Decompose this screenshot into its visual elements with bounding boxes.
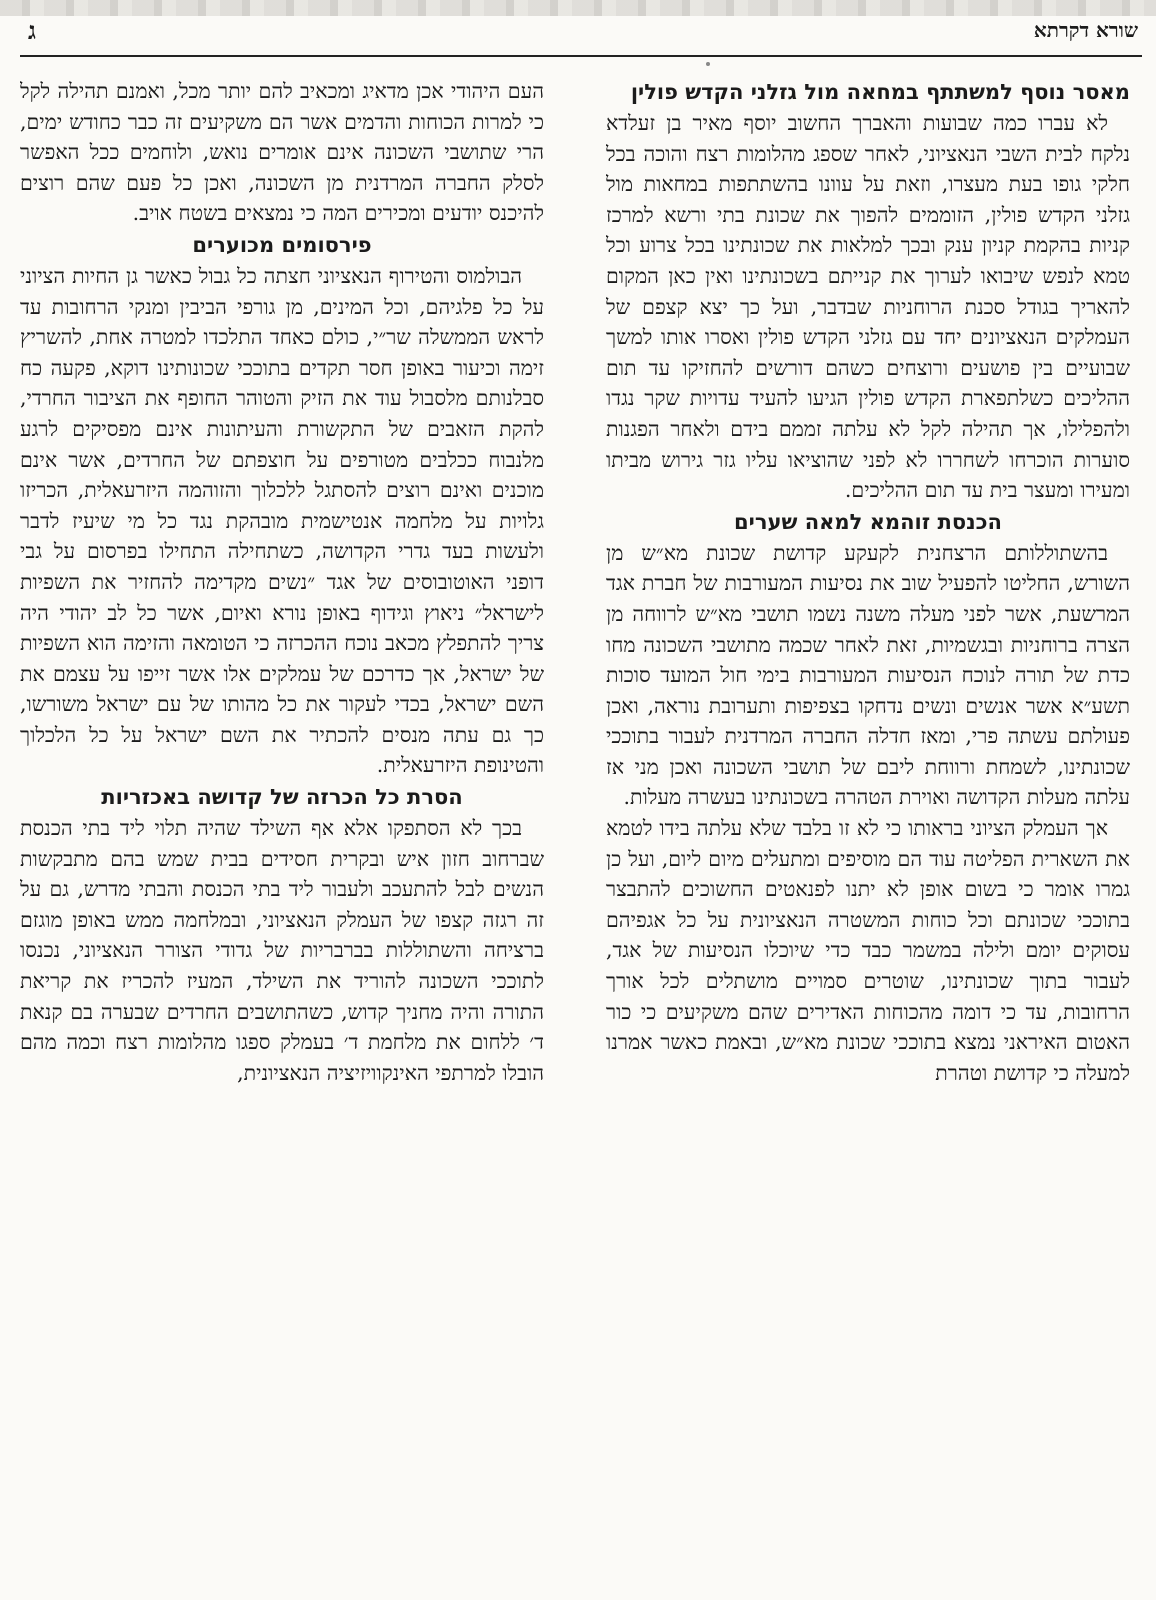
paragraph: אך העמלק הציוני בראותו כי לא זו בלבד שלא עלתה בידו לטמא את השארית הפליטה עוד הם מוסיפים ומתעלים מיום ליום, ועל כן גמרו אומר כי בשום אופן לא יתנו לפנאטים החשוכים להתבצר בתוככי שכונתם וכל כוחות המשטרה הנאציונית על כל אגפיהם עסוקים יומם ולילה במשמר כבד כדי שיוכלו הנסיעות של אגד, לעבור בתוך שכונתינו, שוטרים סמויים מושתלים לכל אורך הרחובות, עד כי דומה מהכוחות האדירים שהם משקיעים כי כור האטום האיראני נמצא בתוככי שכונת מא״ש, ובאמת כאשר אמרנו למעלה כי קדושת וטהרת: [606, 816, 1130, 1085]
header-rule: [20, 55, 1142, 57]
right-column: [606, 76, 1130, 1590]
page-number: ג: [28, 16, 36, 45]
header-decorative-band: [0, 0, 1156, 16]
left-column: [20, 76, 544, 1590]
paragraph: הבולמוס והטירוף הנאציוני חצתה כל גבול כאשר גן החיות הציוני על כל פלגיהם, וכל המינים, מן גורפי הביבין ומנקי הרחובות עד לראש הממשלה שר״י, כולם כאחד התלכדו למטרה אחת, להשריץ זימה וכיעור באופן חסר תקדים בתוככי שכונותינו דוקא, פקעה כח סבלנותם מלסבול עוד את הזיק והטוהר החופף את הציבור החרדי, להקת הזאבים של התקשורת והעיתונות אינם מפסיקים לרגע מלנבוח ככלבים מטורפים על חוצפתם של החרדים, אשר אינם מוכנים ואינם רוצים להסתגל ללכלוך והזוהמה היזרעאלית, הכריזו גלויות על מלחמה אנטישמית מובהקת נגד כל מי שיעיז לדבר ולעשות בעד גדרי הקדושה, כשתחילה התחילו בפרסום על גבי דופני האוטובוסים של אגד ״נשים מקדימה להחזיר את השפיות לישראל״ ניאוץ וגידוף באופן נורא ואיום, אשר כל לב יהודי היה צריך להתפלץ מכאב נוכח ההכרזה כי הטומאה והזימה הוא השפיות של ישראל, אך כדרכם של עמלקים אלו אשר זייפו על עצמם את השם ישראל, בכדי לעקור את כל מהותו של עם ישראל משורשו, כך גם עתה מנסים להכתיר את השם ישראל על כל הלכלוך והטינופת היזרעאלית.: [20, 263, 544, 778]
section-heading: הכנסת זוהמא למאה שערים: [734, 509, 1002, 534]
paragraph: בהשתוללותם הרצחנית לקעקע קדושת שכונת מא״ש מן השורש, החליטו להפעיל שוב את נסיעות המעורבות של חברת אגד המרשעת, אשר לפני מעלה משנה נשמו תושבי מא״ש לרווחה מן הצרה ברוחניות ובגשמיות, זאת לאחר שכמה מתושבי השכונה מחו כדת של תורה לנוכח הנסיעות המעורבות בימי חול המועד סוכות תשע״א אשר אנשים ונשים נדחקו בצפיפות ותערובת נוראה, ואכן פעולתם עשתה פרי, ומאז חדלה החברה המרדנית לעבור בתוככי שכונתינו, לשמחת ורווחת ליבם של תושבי השכונה ואכן מני אז עלתה מעלות הקדושה ואוירת הטהרה בשכונתינו בעשרה מעלות.: [606, 540, 1130, 810]
paragraph: העם היהודי אכן מדאיג ומכאיב להם יותר מכל, ואמנם תהילה לקל כי למרות הכוחות והדמים אשר הם משקיעים זה כבר כחודש ימים, הרי שתושבי השכונה אינם אומרים נואש, ולוחמים ככל האפשר לסלק החברה המרדנית מן השכונה, ואכן כל פעם שהם רוצים להיכנס יודעים ומכירים המה כי נמצאים בשטח אויב.: [20, 79, 544, 226]
paragraph: לא עברו כמה שבועות והאברך החשוב יוסף מאיר בן זעלדא נלקח לבית השבי הנאציוני, לאחר שספג מהלומות רצח והוכה בכל חלקי גופו בעת מעצרו, וזאת על עוונו בהשתתפות במחאות מול גזלני הקדש פולין, הזוממים להפוך את שכונת בתי ורשא למרכז קניות בהקמת קניון ענק ובכך למלאות את שכונתינו בכל צרוע וכל טמא לנפש שיבואו לערוך את קנייתם בשכונתינו ואין כאן המקום להאריך בגודל סכנת הרוחניות שבדבר, ועל כך יצא קצפם של העמלקים הנאציונים יחד עם גזלני הקדש פולין ואסרו אותו למשך שבועיים בין פושעים ורוצחים כשהם דורשים להחזיקו עד תום ההליכים כשלתפארת הקדש פולין הגיעו להעיד עדויות שקר נגדו ולהפלילו, אך תהילה לקל לא עלתה זממם בידם ולאחר הפגנות סוערות הוכרחו לשחררו לא לפני שהוציאו עליו גזר גירוש מביתו ומעירו ומעצר בית עד תום ההליכים.: [606, 111, 1130, 503]
paragraph: בכך לא הסתפקו אלא אף השילד שהיה תלוי ליד בתי הכנסת שברחוב חזון איש ובקרית חסידים בבית שמש בהם מתבקשות הנשים לבל להתעכב ולעבור ליד בתי הכנסת והבתי מדרש, גם על זה רגזה קצפו של העמלק הנאציוני, ובמלחמה ממש באופן מוגזם ברציחה והשתוללות בברבריות של גדודי הצורר הנאציוני, נכנסו לתוככי השכונה להוריד את השילד, המעיז להכריז את קריאת התורה והיה מחניך קדוש, כשהתושבים החרדים שבערה בם קנאת ד׳ ללחום את מלחמת ד׳ בעמלק ספגו מהלומות רצח וכמה מהם הובלו למרתפי האינקוויזיציה הנאציונית,: [20, 816, 544, 1085]
section-heading: פירסומים מכוערים: [192, 232, 372, 257]
page-header: [0, 0, 1156, 60]
running-head: שורא דקרתא: [1033, 18, 1138, 42]
section-heading: הסרת כל הכרזה של קדושה באכזריות: [101, 785, 463, 810]
section-heading: מאסר נוסף למשתתף במחאה מול גזלני הקדש פולין: [630, 80, 1130, 104]
ornament-dot: [706, 62, 710, 66]
